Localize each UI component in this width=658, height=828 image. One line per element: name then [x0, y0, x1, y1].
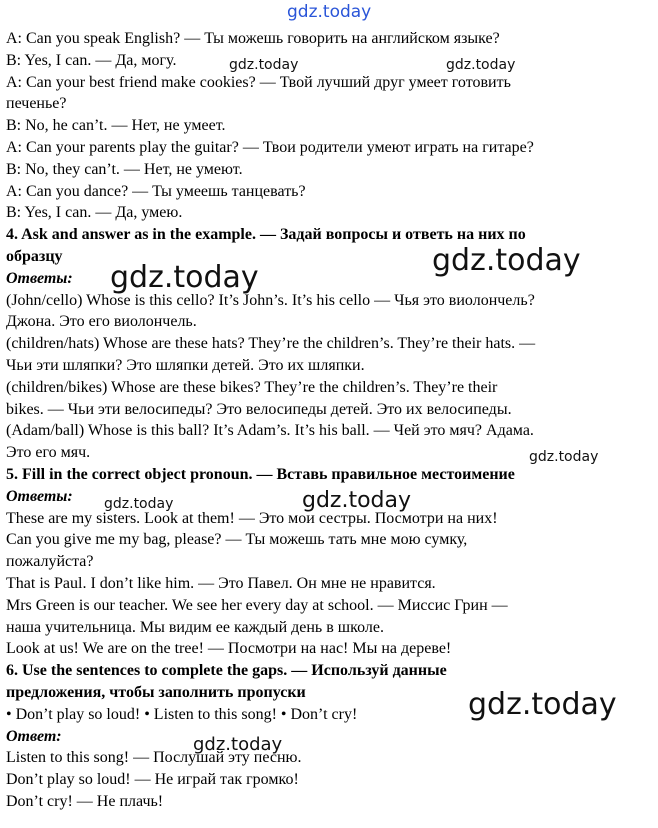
text-line: A: Can you dance? — Ты умеешь танцевать?	[6, 182, 306, 200]
section-heading: образцу	[6, 248, 63, 265]
text-line: Don’t cry! — Не плачь!	[6, 793, 164, 810]
watermark: gdz.today	[193, 734, 283, 755]
watermark: gdz.today	[446, 57, 516, 73]
text-line: (John/cello) Whose is this cello? It’s John’s. It’s his cello — Чья это виолончель?	[6, 291, 535, 309]
answers-label: Ответ:	[6, 727, 62, 745]
watermark: gdz.today	[104, 496, 174, 512]
text-line: печенье?	[6, 95, 67, 113]
answers-label: Ответы:	[6, 269, 73, 287]
text-line: A: Can your best friend make cookies? — Твой лучший друг умеет готовить	[6, 73, 511, 91]
text-line: (children/bikes) Whose are these bikes? They’re the children’s. They’re their	[6, 378, 498, 396]
text-line: Это его мяч.	[6, 444, 91, 462]
text-line: bikes. — Чьи эти велосипеды? Это велосипеды детей. Это их велосипеды.	[6, 400, 512, 418]
text-line: A: Can your parents play the guitar? — Твои родители умеют играть на гитаре?	[6, 139, 534, 156]
text-line: наша учительница. Мы видим ее каждый день в школе.	[6, 618, 384, 636]
text-line: Look at us! We are on the tree! — Посмотри на нас! Мы на дереве!	[6, 640, 452, 658]
watermark: gdz.today	[468, 687, 617, 722]
watermark: gdz.today	[287, 2, 372, 22]
text-line: Джона. Это его виолончель.	[6, 313, 197, 331]
section-heading: 6. Use the sentences to complete the gaps. — Используй данные	[6, 662, 447, 680]
text-line: These are my sisters. Look at them! — Это мои сестры. Посмотри на них!	[6, 509, 498, 527]
watermark: gdz.today	[229, 57, 299, 73]
watermark: gdz.today	[529, 449, 599, 465]
text-line: B: Yes, I can. — Да, умею.	[6, 204, 183, 222]
text-line: (Adam/ball) Whose is this ball? It’s Adam’s. It’s his ball. — Чей это мяч? Адама.	[6, 422, 534, 440]
answers-label: Ответы:	[6, 487, 73, 505]
text-line: пожалуйста?	[6, 553, 94, 571]
section-heading: 4. Ask and answer as in the example. — Задай вопросы и ответь на них по	[6, 226, 526, 244]
text-line: • Don’t play so loud! • Listen to this song! • Don’t cry!	[6, 705, 358, 723]
text-line: Чьи эти шляпки? Это шляпки детей. Это их шляпки.	[6, 357, 365, 374]
text-line: Listen to this song! — Послушай эту песню.	[6, 749, 302, 767]
section-heading: 5. Fill in the correct object pronoun. — Вставь правильное местоимение	[6, 466, 515, 483]
watermark: gdz.today	[302, 488, 412, 513]
text-line: Mrs Green is our teacher. We see her every day at school. — Миссис Грин —	[6, 596, 508, 614]
text-line: (children/hats) Whose are these hats? They’re the children’s. They’re their hats. —	[6, 335, 536, 353]
text-line: A: Can you speak English? — Ты можешь говорить на английском языке?	[6, 30, 500, 47]
text-line: Can you give me my bag, please? — Ты можешь тать мне мою сумку,	[6, 531, 468, 549]
section-heading: предложения, чтобы заполнить пропуски	[6, 684, 306, 701]
text-line: Don’t play so loud! — Не играй так громко!	[6, 771, 299, 789]
text-line: B: Yes, I can. — Да, могу.	[6, 51, 177, 69]
watermark: gdz.today	[432, 243, 581, 278]
text-line: B: No, he can’t. — Нет, не умеет.	[6, 117, 226, 135]
text-line: That is Paul. I don’t like him. — Это Павел. Он мне не нравится.	[6, 575, 436, 592]
text-line: B: No, they can’t. — Нет, не умеют.	[6, 160, 243, 178]
watermark: gdz.today	[110, 260, 259, 295]
